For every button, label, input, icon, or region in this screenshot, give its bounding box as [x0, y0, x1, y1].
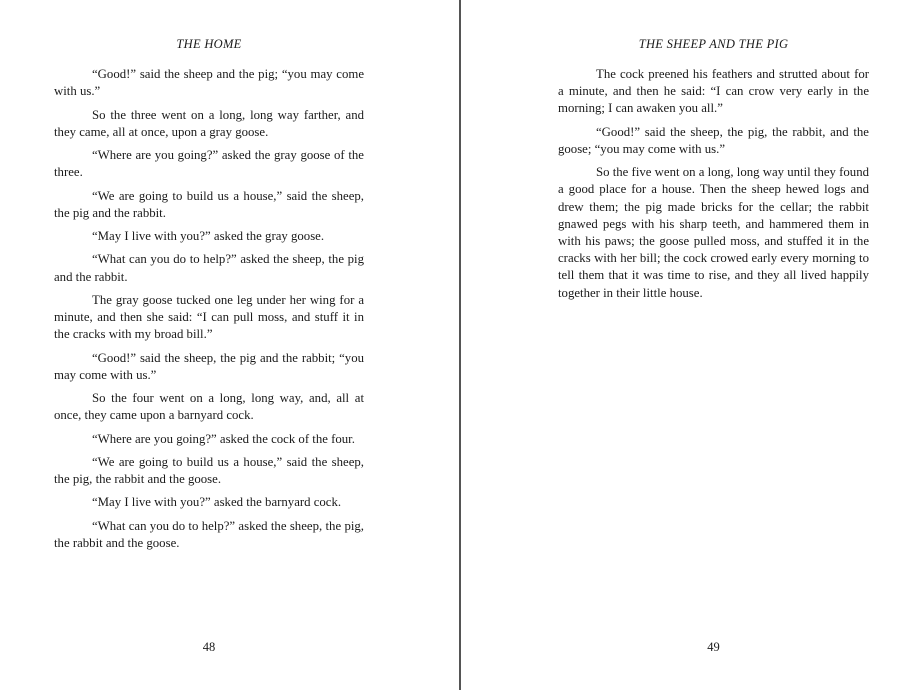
- paragraph: “We are going to build us a house,” said the sheep, the pig and the rabbit.: [54, 188, 364, 220]
- paragraph: “We are going to build us a house,” said the sheep, the pig, the rabbit and the goose.: [54, 454, 364, 486]
- right-page-body: [558, 66, 869, 308]
- right-page: [558, 0, 869, 690]
- paragraph: “What can you do to help?” asked the sheep, the pig and the rabbit.: [54, 252, 364, 284]
- paragraph: So the five went on a long, long way until they found a good place for a house. Then the sheep hewed logs and drew them; the pig made bricks for the cellar; the rabbit gnawed pegs with his sharp teeth, and hammered them in with his paws; the goose pulled moss, and stuffed it in the cracks with her bill; the cock crowed early every morning to tell them that it was time to rise, and they all lived happily together in their little house.: [558, 165, 869, 300]
- paragraph: “May I live with you?” asked the barnyard cock.: [92, 495, 342, 510]
- paragraph: “Good!” said the sheep, the pig, the rabbit, and the goose; “you may come with us.”: [558, 124, 869, 156]
- paragraph: The gray goose tucked one leg under her wing for a minute, and then she said: “I can pull moss, and stuff it in the cracks with my broad bill.”: [54, 292, 364, 342]
- left-page: [54, 0, 364, 690]
- paragraph: “May I live with you?” asked the gray goose.: [92, 229, 325, 243]
- paragraph: “Good!” said the sheep and the pig; “you may come with us.”: [54, 67, 364, 99]
- right-page-number: 49: [707, 640, 720, 654]
- left-page-number: 48: [202, 640, 216, 654]
- left-page-body: [54, 66, 364, 558]
- right-running-head: THE SHEEP AND THE PIG: [638, 37, 789, 51]
- paragraph: “Where are you going?” asked the cock of the four.: [92, 431, 355, 446]
- page-gutter-divider: [459, 0, 461, 690]
- paragraph: So the three went on a long, long way farther, and they came, all at once, upon a gray goose.: [54, 107, 364, 139]
- paragraph: So the four went on a long, long way, and, all at once, they came upon a barnyard cock.: [54, 391, 364, 423]
- paragraph: The cock preened his feathers and strutted about for a minute, and then he said: “I can crow very early in the morning; I can awaken you all.”: [558, 67, 869, 116]
- paragraph: “Good!” said the sheep, the pig and the rabbit; “you may come with us.”: [54, 350, 364, 382]
- left-running-head: THE HOME: [176, 37, 242, 51]
- paragraph: “Where are you going?” asked the gray goose of the three.: [54, 148, 364, 180]
- paragraph: “What can you do to help?” asked the sheep, the pig, the rabbit and the goose.: [54, 518, 364, 550]
